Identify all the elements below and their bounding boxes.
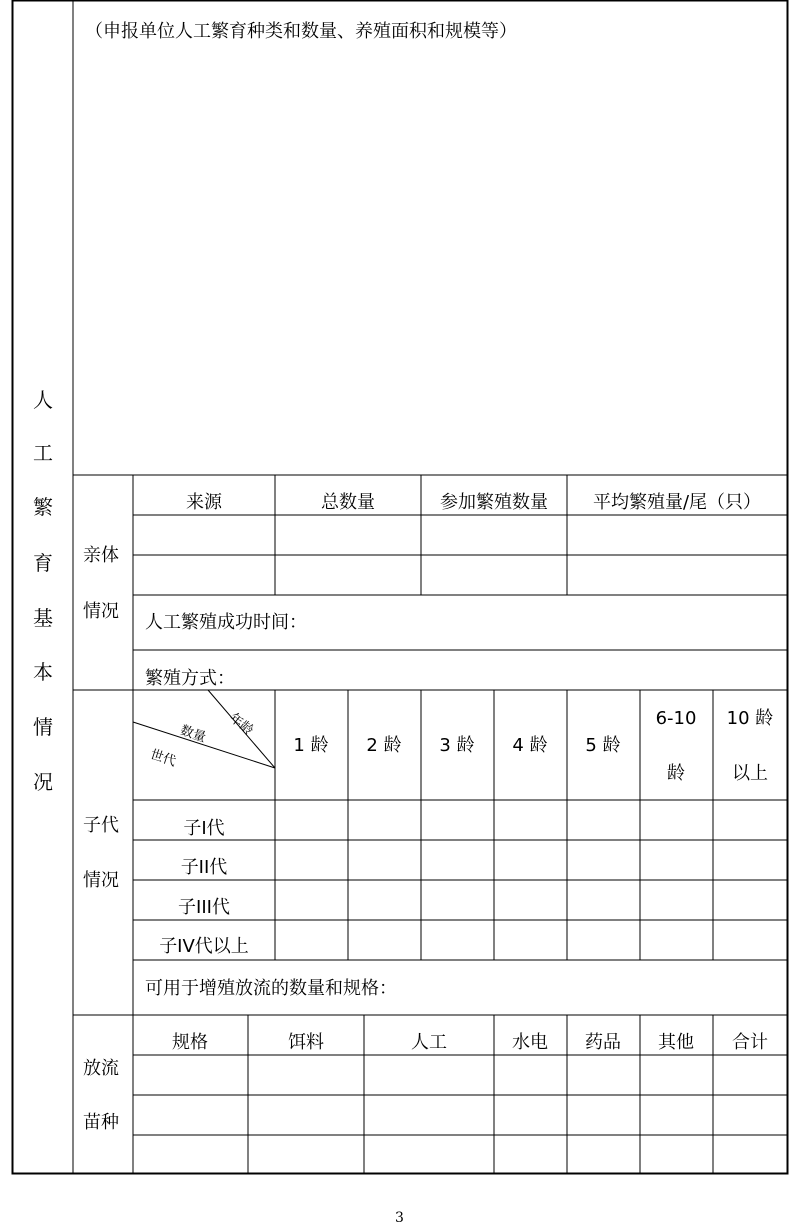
diag-label-generation: 世代 [148,747,178,770]
release-label: 苗种 [83,1112,119,1133]
release-header-medicine: 药品 [585,1032,621,1053]
release-header-feed: 饵料 [288,1032,324,1053]
section-title-char: 人 [33,388,53,412]
parents-header-source: 来源 [186,492,222,513]
age-header-3: 3 龄 [439,735,475,756]
section-title-char: 况 [33,770,53,794]
section-title-char: 繁 [33,495,53,519]
release-header-spec: 规格 [172,1032,208,1053]
section-title-char: 工 [33,441,53,465]
section-title-char: 基 [33,606,53,630]
offspring-label: 子代 [83,815,119,836]
parents-label: 情况 [83,601,119,622]
generation-row-label: 子IV代以上 [159,936,249,957]
release-header-utilities: 水电 [512,1032,548,1053]
age-header-10-plus: 10 龄 [726,708,774,729]
release-quantity-label: 可用于增殖放流的数量和规格： [145,978,397,999]
generation-row-label: 子II代 [180,857,228,878]
offspring-label: 情况 [83,870,119,891]
section-title-char: 本 [33,660,53,684]
parents-header-average: 平均繁殖量/尾（只） [592,492,762,513]
diag-label-count: 数量 [178,723,208,746]
page-number: 3 [395,1210,404,1226]
parents-header-breeding: 参加繁殖数量 [440,492,548,513]
release-header-labor: 人工 [411,1032,447,1053]
release-header-total: 合计 [732,1032,768,1053]
age-header-4: 4 龄 [512,735,548,756]
section-title-char: 育 [33,551,53,575]
section-title-char: 情 [33,715,53,739]
release-header-other: 其他 [658,1032,694,1053]
age-header-10-plus: 以上 [732,763,768,784]
parents-label: 亲体 [83,545,119,566]
generation-row-label: 子I代 [183,818,225,839]
generation-row-label: 子III代 [178,897,230,918]
section-note: （申报单位人工繁育种类和数量、养殖面积和规模等） [85,21,517,42]
success-time-label: 人工繁殖成功时间： [145,612,307,633]
age-header-5: 5 龄 [585,735,621,756]
parents-header-total: 总数量 [321,492,375,513]
age-header-1: 1 龄 [293,735,329,756]
age-header-6-10: 6-10 [655,708,697,729]
age-header-2: 2 龄 [366,735,402,756]
diag-label-age: 年龄 [226,710,256,739]
release-label: 放流 [83,1058,119,1079]
age-header-6-10: 龄 [667,763,685,784]
breeding-method-label: 繁殖方式： [145,668,235,689]
